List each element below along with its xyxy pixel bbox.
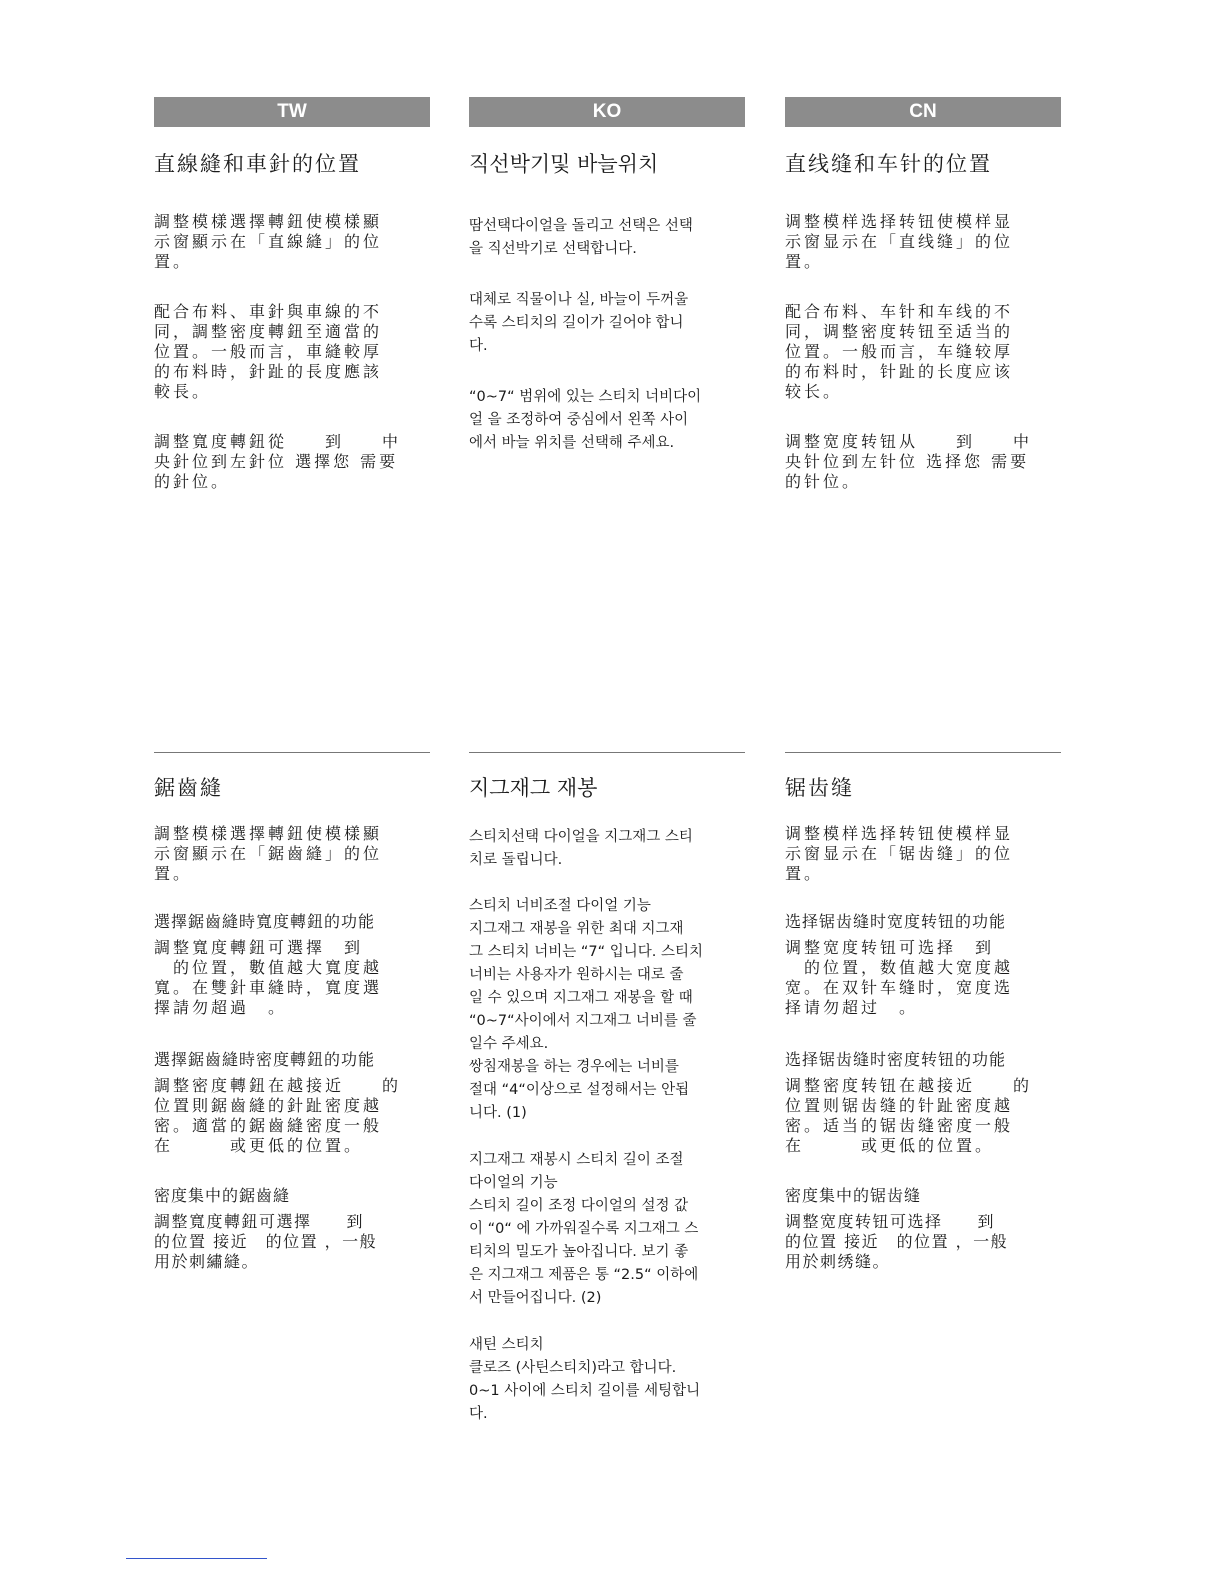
section-divider — [154, 752, 430, 753]
ko-paragraph: 지그재그 재봉시 스티치 길이 조절 다이얼의 기능 스티치 길이 조정 다이얼의 설정 값 이 “0“ 에 가까워질수록 지그재그 스 티치의 밀도가 높아집니다. 보기 좋 은 지그재그 제품은 통 “2.5“ 이하에 서 만들어집니다. (2) — [469, 1152, 699, 1306]
tw-title-straight-stitch: 直線縫和車針的位置 — [154, 152, 361, 176]
tw-paragraph: 調整寬度轉鈕可選擇 到 的位置 接近 的位置 ，一般 用於刺繡縫。 — [154, 1212, 378, 1271]
tw-paragraph: 調整模樣選擇轉鈕使模樣顯 示窗顯示在「鋸齒縫」的位 置。 — [154, 824, 383, 883]
footer-rule — [126, 1558, 267, 1559]
cn-language-tag: CN — [785, 97, 1061, 127]
cn-subheading: 选择锯齿缝时密度转钮的功能 — [785, 1050, 1007, 1069]
tw-paragraph: 配合布料、車針與車線的不 同，調整密度轉鈕至適當的 位置。一般而言，車縫較厚 的布料時，針趾的長度應該 較長。 — [154, 302, 383, 401]
cn-title-zigzag: 锯齿缝 — [785, 776, 854, 800]
ko-paragraph: 스티치 너비조절 다이얼 기능 지그재그 재봉을 위한 최대 지그재 그 스티치 너비는 “7“ 입니다. 스티치 너비는 사용자가 원하시는 대로 줄 일 수 있으며 지그재그 재봉을 할 때 “0~7“사이에서 지그재그 너비를 줄 일수 주세요. 쌍침재봉을 하는 경우에는 너비를 절대 “4“이상으로 설정해서는 안됩 니다. (1) — [469, 898, 703, 1121]
section-divider — [469, 752, 745, 753]
tw-subheading: 密度集中的鋸齒縫 — [154, 1186, 291, 1205]
cn-paragraph: 调整宽度转钮可选择 到 的位置，数值越大宽度越 宽。在双针车缝时，宽度选 择请勿超过 。 — [785, 938, 1014, 1017]
ko-paragraph: 스티치선택 다이얼을 지그재그 스티 치로 돌립니다. — [469, 829, 693, 868]
cn-title-straight-stitch: 直线缝和车针的位置 — [785, 152, 992, 176]
tw-paragraph: 調整密度轉鈕在越接近 的 位置則鋸齒縫的針趾密度越 密。適當的鋸齒縫密度一般 在 或更低的位置。 — [154, 1076, 402, 1155]
tw-paragraph: 調整寬度轉鈕從 到 中 央針位到左針位 選擇您 需要 的針位。 — [154, 432, 402, 491]
tw-paragraph: 調整寬度轉鈕可選擇 到 的位置，數值越大寬度越 寬。在雙針車縫時，寬度選 擇請勿超過 。 — [154, 938, 383, 1017]
ko-language-tag: KO — [469, 97, 745, 127]
cn-paragraph: 配合布料、车针和车线的不 同，调整密度转钮至适当的 位置。一般而言，车缝较厚 的布料时，针趾的长度应该 较长。 — [785, 302, 1014, 401]
ko-paragraph: 땀선택다이얼을 돌리고 선택은 선택 을 직선박기로 선택합니다. — [469, 218, 693, 257]
tw-paragraph: 調整模樣選擇轉鈕使模樣顯 示窗顯示在「直線縫」的位 置。 — [154, 212, 383, 271]
cn-paragraph: 调整宽度转钮从 到 中 央针位到左针位 选择您 需要 的针位。 — [785, 432, 1033, 491]
ko-paragraph: 대체로 직물이나 실, 바늘이 두꺼울 수록 스티치의 길이가 길어야 합니 다. — [469, 292, 689, 354]
ko-paragraph: “0~7“ 범위에 있는 스티치 너비다이 얼 을 조정하여 중심에서 왼쪽 사이 에서 바늘 위치를 선택해 주세요. — [469, 389, 702, 451]
ko-title-zigzag: 지그재그 재봉 — [469, 776, 598, 800]
cn-paragraph: 调整宽度转钮可选择 到 的位置 接近 的位置 ，一般 用於刺绣缝。 — [785, 1212, 1009, 1271]
tw-subheading: 選擇鋸齒縫時寬度轉鈕的功能 — [154, 912, 376, 931]
cn-subheading: 密度集中的锯齿缝 — [785, 1186, 922, 1205]
cn-paragraph: 调整模样选择转钮使模样显 示窗显示在「直线缝」的位 置。 — [785, 212, 1014, 271]
cn-subheading: 选择锯齿缝时宽度转钮的功能 — [785, 912, 1007, 931]
tw-language-tag: TW — [154, 97, 430, 127]
tw-subheading: 選擇鋸齒縫時密度轉鈕的功能 — [154, 1050, 376, 1069]
ko-paragraph: 새틴 스티치 클로즈 (사틴스티치)라고 합니다. 0~1 사이에 스티치 길이를 세팅합니 다. — [469, 1337, 701, 1422]
cn-paragraph: 调整密度转钮在越接近 的 位置则锯齿缝的针趾密度越 密。适当的锯齿缝密度一般 在 或更低的位置。 — [785, 1076, 1033, 1155]
cn-paragraph: 调整模样选择转钮使模样显 示窗显示在「锯齿缝」的位 置。 — [785, 824, 1014, 883]
tw-title-zigzag: 鋸齒縫 — [154, 776, 223, 800]
ko-title-straight-stitch: 직선박기및 바늘위치 — [469, 152, 659, 176]
section-divider — [785, 752, 1061, 753]
